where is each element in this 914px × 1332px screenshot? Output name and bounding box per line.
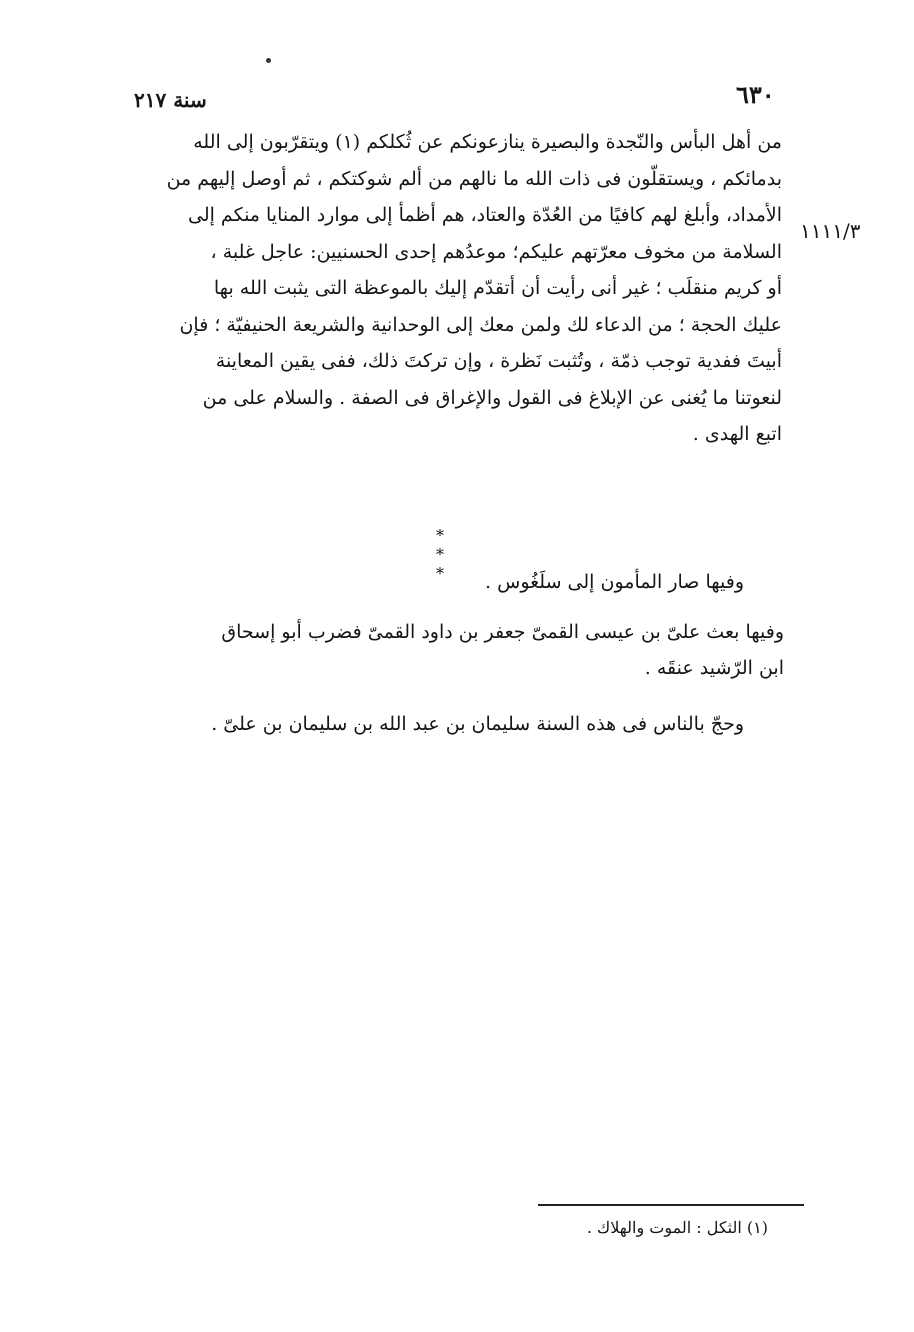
header-dot [266, 58, 271, 63]
header-year-label: سنة ٢١٧ [134, 88, 207, 112]
text-line: بدمائكم ، ويستقلّون فى ذات الله ما نالهم من ألم شوكتكم ، ثم أوصل إليهم من [166, 167, 782, 190]
footnote: (١) الثكل : الموت والهلاك . [586, 1218, 768, 1237]
main-text-block [134, 124, 782, 453]
section-separator: * * * [436, 526, 454, 583]
text-line: السلامة من مخوف معرّتهم عليكم؛ موعدُهم إحدى الحسنيين: عاجل غلبة ، [210, 240, 782, 263]
paragraph-ali-qummi: وفيها بعث علىّ بن عيسى القمىّ جعفر بن داود القمىّ فضرب أبو إسحاق [221, 621, 784, 643]
paragraph-mamun: وفيها صار المأمون إلى سلَغُوس . [485, 571, 744, 593]
paragraph-ali-qummi-cont: ابن الرّشيد عنقَه . [644, 657, 784, 679]
text-line: الأمداد، وأبلغ لهم كافيًا من العُدّة والعتاد، هم أظمأ إلى موارد المنايا منكم إلى [187, 204, 782, 226]
text-line: أبيتَ ففدية توجب ذمّة ، وتُثبت نَظرة ، وإن تركتَ ذلك، ففى يقين المعاينة [215, 350, 782, 372]
margin-reference: ١١١١/٣ [800, 219, 861, 243]
page-number: ٦٣٠ [736, 80, 775, 109]
footnote-divider [538, 1204, 804, 1206]
text-line: من أهل البأس والنّجدة والبصيرة ينازعونكم عن ثُكلكم (١) ويتقرّبون إلى الله [193, 131, 782, 153]
text-line: أو كريم منقلَب ؛ غير أنى رأيت أن أتقدّم إليك بالموعظة التى يثبت الله بها [213, 277, 782, 299]
text-line: اتبع الهدى . [692, 423, 782, 445]
paragraph-hajj: وحجّ بالناس فى هذه السنة سليمان بن عبد الله بن سليمان بن علىّ . [211, 713, 744, 735]
text-line: لنعوتنا ما يُغنى عن الإبلاغ فى القول والإغراق فى الصفة . والسلام على من [202, 386, 782, 409]
text-line: عليك الحجة ؛ من الدعاء لك ولمن معك إلى الوحدانية والشريعة الحنيفيّة ؛ فإن [179, 313, 782, 336]
